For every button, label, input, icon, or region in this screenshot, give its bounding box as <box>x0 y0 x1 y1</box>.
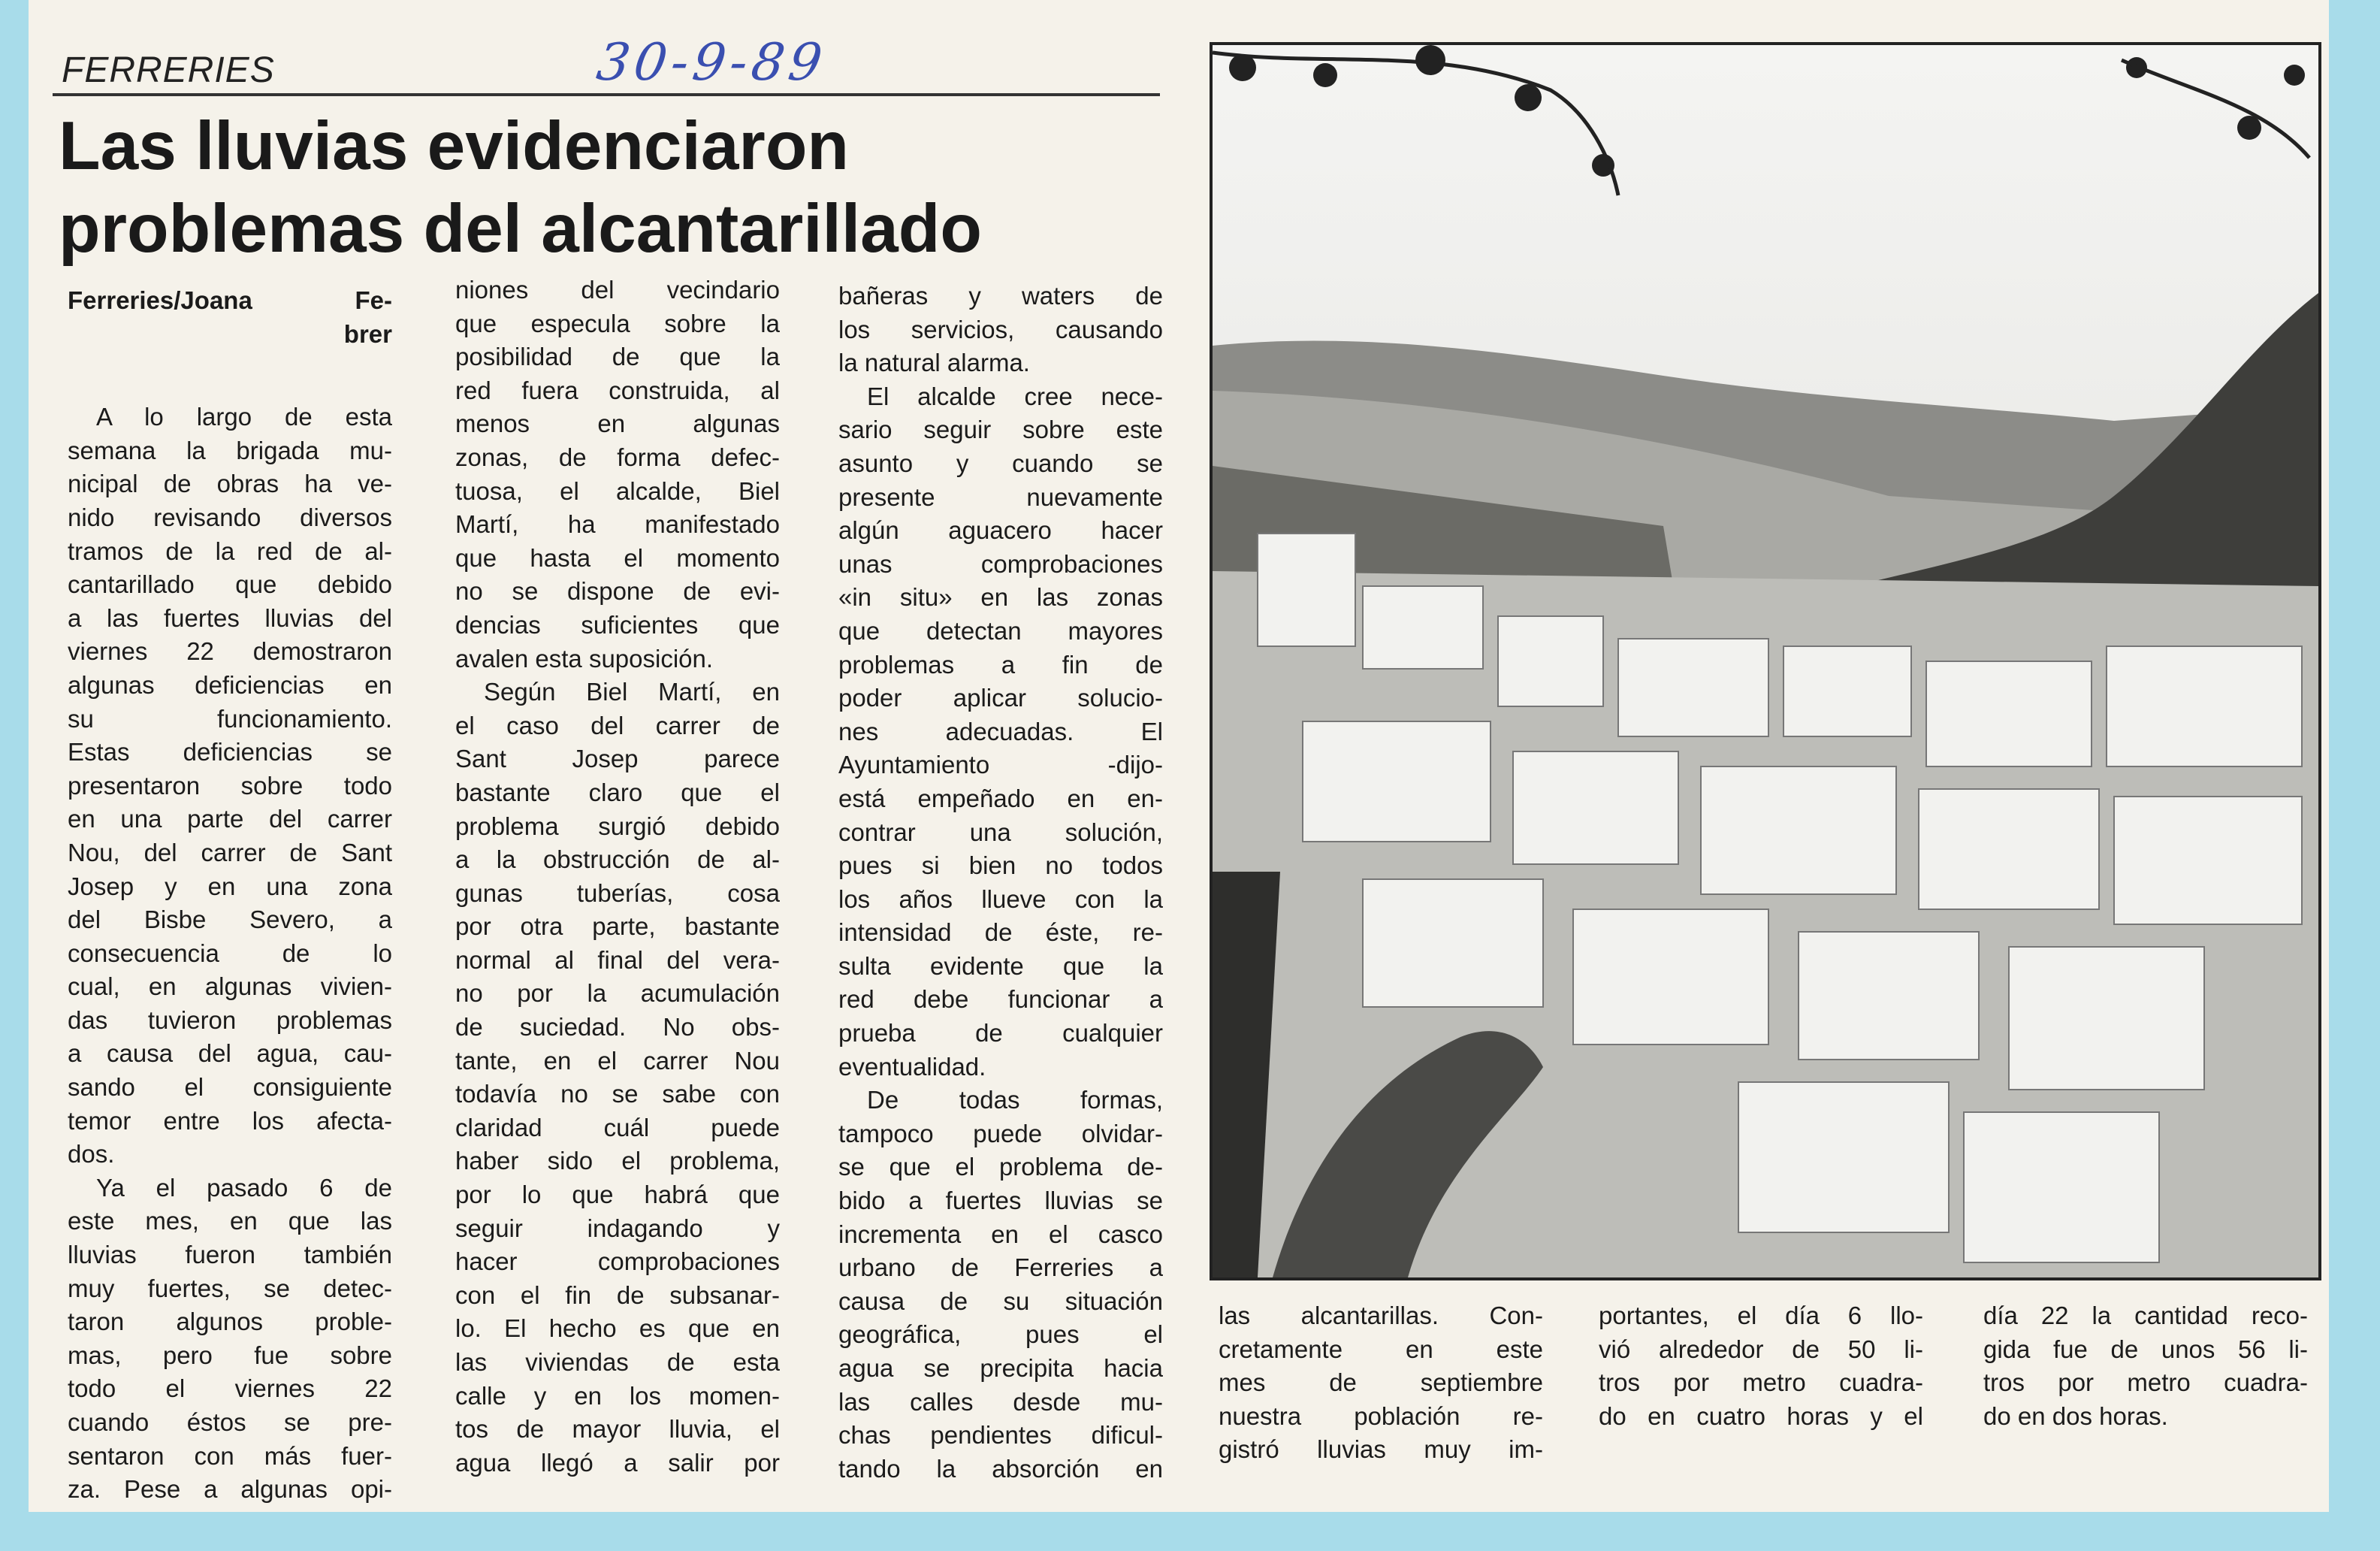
text-line: avalen esta suposición. <box>455 644 714 673</box>
text-line: a las fuertes lluvias del <box>68 603 392 632</box>
text-line: la natural alarma. <box>838 349 1030 377</box>
text-line: día 22 la cantidad reco- <box>1983 1302 2308 1329</box>
text-line: De todas formas, <box>867 1086 1163 1114</box>
text-line: tuosa, el alcalde, Biel <box>455 476 780 505</box>
section-rule <box>53 93 1160 96</box>
text-line: asunto y cuando se <box>838 449 1163 477</box>
text-line: que especula sobre la <box>455 309 780 337</box>
text-line: lluvias fueron también <box>68 1241 392 1269</box>
text-line: tros por metro cuadra- <box>1983 1368 2308 1397</box>
ferreries-landscape-image <box>1213 45 2318 1277</box>
text-line: taron algunos proble- <box>68 1308 392 1336</box>
text-line: normal al final del vera- <box>455 945 780 974</box>
text-line: claridad cuál puede <box>455 1113 780 1141</box>
text-line: red debe funcionar a <box>838 985 1163 1014</box>
text-line: geográfica, pues el <box>838 1320 1163 1349</box>
headline <box>59 105 982 271</box>
text-line: urbano de Ferreries a <box>838 1253 1163 1282</box>
text-line: tante, en el carrer Nou <box>455 1046 780 1075</box>
text-line: das tuvieron problemas <box>68 1005 392 1034</box>
text-line: portantes, el día 6 llo- <box>1599 1302 1923 1329</box>
text-line: Ya el pasado 6 de <box>96 1173 392 1202</box>
text-line: se que el problema de- <box>838 1153 1163 1181</box>
article-column-4 <box>1219 1299 1543 1466</box>
text-line: que detectan mayores <box>838 616 1163 645</box>
text-line: incrementa en el casco <box>838 1220 1163 1248</box>
text-line: calle y en los momen- <box>455 1381 780 1410</box>
text-line: viernes 22 demostraron <box>68 637 392 666</box>
text-line: gida fue de unos 56 li- <box>1983 1335 2308 1363</box>
text-line: cual, en algunas vivien- <box>68 972 392 1001</box>
byline <box>68 284 392 351</box>
text-line: haber sido el problema, <box>455 1147 780 1175</box>
text-line: las viviendas de esta <box>455 1348 780 1376</box>
text-line: tramos de la red de al- <box>68 537 392 565</box>
text-line: su funcionamiento. <box>68 704 392 733</box>
article-column-6 <box>1983 1299 2308 1432</box>
text-line: problema surgió debido <box>455 812 780 840</box>
text-line: Según Biel Martí, en <box>484 678 780 706</box>
text-line: por otra parte, bastante <box>455 912 780 941</box>
text-line: bido a fuertes lluvias se <box>838 1187 1163 1215</box>
text-line: del Bisbe Severo, a <box>68 906 392 934</box>
text-line: Estas deficiencias se <box>68 738 392 766</box>
text-line: tos de mayor lluvia, el <box>455 1415 780 1444</box>
headline-line: Las lluvias evidenciaron <box>59 108 850 184</box>
text-line: pues si bien no todos <box>838 851 1163 880</box>
headline-line: problemas del alcantarillado <box>59 191 982 267</box>
text-line: Nou, del carrer de Sant <box>68 838 392 866</box>
text-line: en una parte del carrer <box>68 805 392 833</box>
text-line: de suciedad. No obs- <box>455 1013 780 1042</box>
text-line: sario seguir sobre este <box>838 416 1163 444</box>
text-line: eventualidad. <box>838 1052 986 1081</box>
text-line: sando el consiguiente <box>68 1073 392 1102</box>
text-line: a la obstrucción de al- <box>455 845 780 874</box>
text-line: hacer comprobaciones <box>455 1247 780 1276</box>
text-line: vió alrededor de 50 li- <box>1599 1335 1923 1363</box>
text-line: con el fin de subsanar- <box>455 1280 780 1309</box>
text-line: do en cuatro horas y el <box>1599 1401 1923 1430</box>
article-column-1 <box>68 284 392 1507</box>
text-line: todo el viernes 22 <box>68 1374 392 1403</box>
text-line: agua llegó a salir por <box>455 1448 780 1477</box>
text-line: está empeñado en en- <box>838 784 1163 812</box>
text-line: causa de su situación <box>838 1286 1163 1315</box>
text-line: prueba de cualquier <box>838 1019 1163 1048</box>
text-line: las alcantarillas. Con- <box>1219 1302 1543 1329</box>
text-line: niones del vecindario <box>455 276 780 304</box>
text-line: consecuencia de lo <box>68 939 392 967</box>
text-line: sentaron con más fuer- <box>68 1441 392 1470</box>
byline-line: brer <box>343 319 392 348</box>
text-line: el caso del carrer de <box>455 711 780 739</box>
text-line: tros por metro cuadra- <box>1599 1368 1923 1397</box>
article-column-3 <box>838 280 1163 1486</box>
text-line: presentaron sobre todo <box>68 771 392 800</box>
text-line: A lo largo de esta <box>96 403 392 431</box>
text-line: no por la acumulación <box>455 979 780 1008</box>
text-line: las calles desde mu- <box>838 1387 1163 1416</box>
text-line: gunas tuberías, cosa <box>455 878 780 907</box>
text-line: mas, pero fue sobre <box>68 1341 392 1369</box>
text-line: zonas, de forma defec- <box>455 443 780 471</box>
text-line: Ayuntamiento -dijo- <box>838 751 1163 779</box>
text-line: presente nuevamente <box>838 482 1163 511</box>
text-line: este mes, en que las <box>68 1207 392 1235</box>
text-line: El alcalde cree nece- <box>867 382 1163 410</box>
text-line: algún aguacero hacer <box>838 516 1163 545</box>
text-line: nes adecuadas. El <box>838 717 1163 745</box>
text-line: todavía no se sabe con <box>455 1080 780 1108</box>
text-line: por lo que habrá que <box>455 1181 780 1209</box>
text-line: bañeras y waters de <box>838 282 1163 310</box>
text-line: a causa del agua, cau- <box>68 1039 392 1068</box>
byline-line: Ferreries/Joana Fe- <box>68 286 392 314</box>
section-label: FERRERIES <box>62 50 275 90</box>
text-line: bastante claro que el <box>455 778 780 806</box>
text-line: no se dispone de evi- <box>455 577 780 606</box>
text-line: gistró lluvias muy im- <box>1219 1435 1543 1464</box>
town-photograph <box>1210 42 2321 1280</box>
text-line: unas comprobaciones <box>838 549 1163 578</box>
text-line: semana la brigada mu- <box>68 436 392 464</box>
text-line: los servicios, causando <box>838 315 1163 343</box>
text-line: Josep y en una zona <box>68 872 392 900</box>
text-line: algunas deficiencias en <box>68 670 392 699</box>
text-line: que hasta el momento <box>455 543 780 572</box>
text-line: «in situ» en las zonas <box>838 583 1163 612</box>
text-line: problemas a fin de <box>838 650 1163 679</box>
text-line: contrar una solución, <box>838 818 1163 846</box>
article-column-5 <box>1599 1299 1923 1432</box>
text-line: muy fuertes, se detec- <box>68 1274 392 1302</box>
text-line: cantarillado que debido <box>68 570 392 599</box>
text-line: nicipal de obras ha ve- <box>68 470 392 498</box>
text-line: Sant Josep parece <box>455 745 780 773</box>
text-line: tando la absorción en <box>838 1454 1163 1483</box>
text-line: sulta evidente que la <box>838 951 1163 980</box>
text-line: agua se precipita hacia <box>838 1354 1163 1382</box>
text-line: tampoco puede olvidar- <box>838 1119 1163 1147</box>
text-line: intensidad de éste, re- <box>838 918 1163 947</box>
article-column-2 <box>455 274 780 1480</box>
text-line: posibilidad de que la <box>455 343 780 371</box>
text-line: lo. El hecho es que en <box>455 1314 780 1343</box>
text-line: Martí, ha manifestado <box>455 510 780 539</box>
text-line: cretamente en este <box>1219 1335 1543 1363</box>
text-line: los años llueve con la <box>838 884 1163 913</box>
text-line: do en dos horas. <box>1983 1401 2168 1430</box>
text-line: dencias suficientes que <box>455 610 780 639</box>
text-line: chas pendientes dificul- <box>838 1421 1163 1450</box>
text-line: dos. <box>68 1140 115 1169</box>
text-line: nuestra población re- <box>1219 1401 1543 1430</box>
text-line: za. Pese a algunas opi- <box>68 1475 392 1504</box>
text-line: mes de septiembre <box>1219 1368 1543 1397</box>
text-line: temor entre los afecta- <box>68 1106 392 1135</box>
text-line: red fuera construida, al <box>455 376 780 404</box>
text-line: seguir indagando y <box>455 1214 780 1242</box>
handwritten-date: 30-9-89 <box>593 33 830 92</box>
text-line: nido revisando diversos <box>68 503 392 531</box>
text-line: poder aplicar solucio- <box>838 684 1163 712</box>
text-line: menos en algunas <box>455 410 780 438</box>
text-line: cuando éstos se pre- <box>68 1408 392 1436</box>
